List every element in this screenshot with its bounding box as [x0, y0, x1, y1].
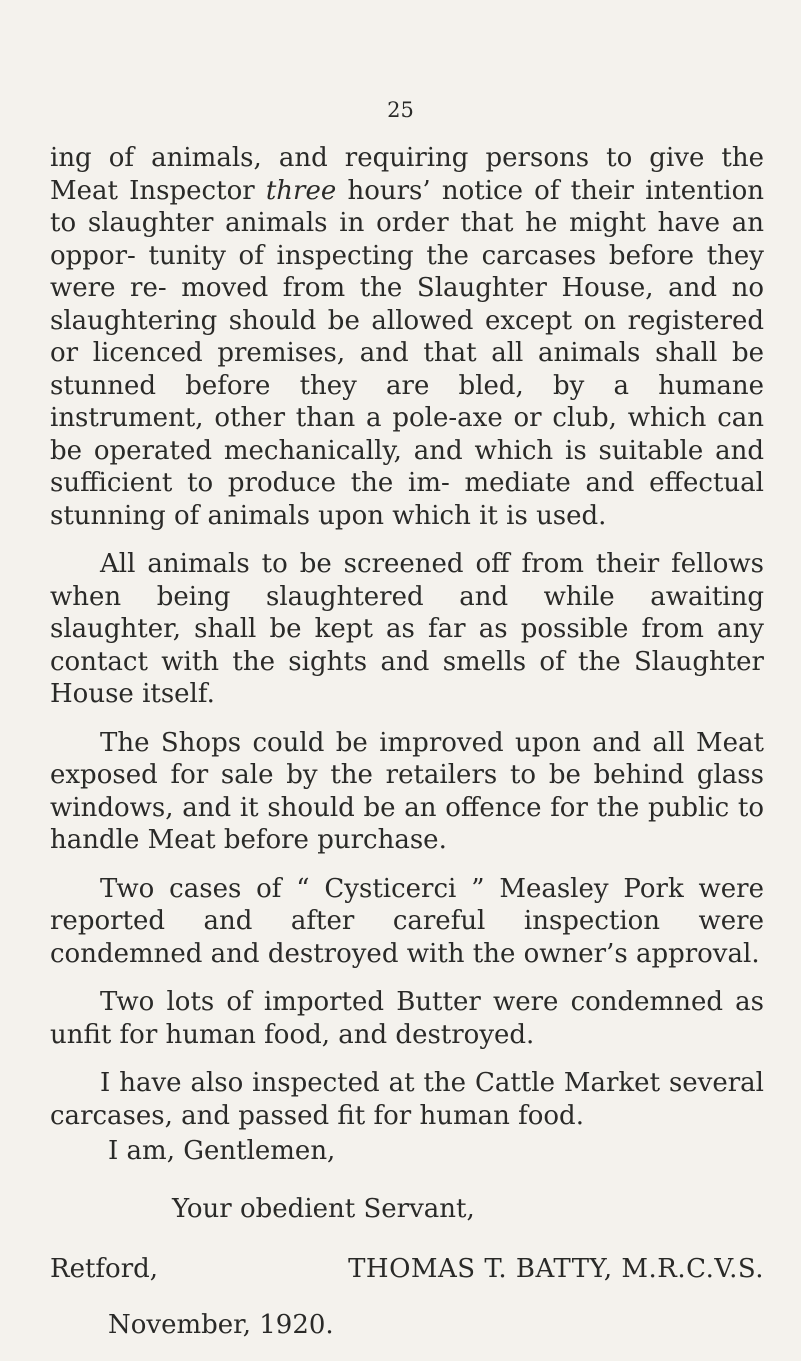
body-text	[50, 142, 764, 1132]
page-number: 25	[387, 98, 414, 122]
emphasis-three: three	[265, 175, 337, 206]
paragraph-6: I have also inspected at the Cattle Market several carcases, and passed fit for human food.	[50, 1068, 764, 1131]
place: Retford,	[50, 1254, 159, 1284]
paragraph-3: The Shops could be improved upon and all Meat exposed for sale by the retailers to be behind glass windows, and it should be an offence for the public to handle Meat before purchase.	[50, 727, 764, 855]
date-line: November, 1920.	[108, 1310, 334, 1340]
paragraph-2: All animals to be screened off from their fellows when being slaughtered and while awaiting slaughter, shall be kept as far as possible from any contact with the sights and smells of the Slaughter House itself.	[50, 549, 764, 709]
salutation: I am, Gentlemen,	[108, 1136, 336, 1166]
paragraph-1-rest: hours’ notice of their intention to slaughter animals in order that he might have an oppor- tunity of inspecting the carcases before they were re- moved from the Slaughter House, and no slaughtering should be allowed except on registered or licenced premises, and that all animals shall be stunned before they are bled, by a humane instrument, other than a pole-axe or club, which can be operated mechanically, and which is suitable and sufficient to produce the im- mediate and effectual stunning of animals upon which it is used.	[50, 175, 764, 531]
signatory: THOMAS T. BATTY, M.R.C.V.S.	[348, 1254, 764, 1284]
paragraph-5: Two lots of imported Butter were condemned as unfit for human food, and destroyed.	[50, 987, 764, 1050]
paragraph-1-start: ing of animals, and requiring persons to give the Meat Inspector	[50, 143, 764, 206]
signature-line	[50, 1254, 764, 1284]
complimentary-close: Your obedient Servant,	[172, 1194, 475, 1224]
paragraph-1	[50, 142, 764, 532]
paragraph-4: Two cases of “ Cysticerci ” Measley Pork were reported and after careful inspection were condemned and destroyed with the owner’s approval.	[50, 873, 764, 969]
